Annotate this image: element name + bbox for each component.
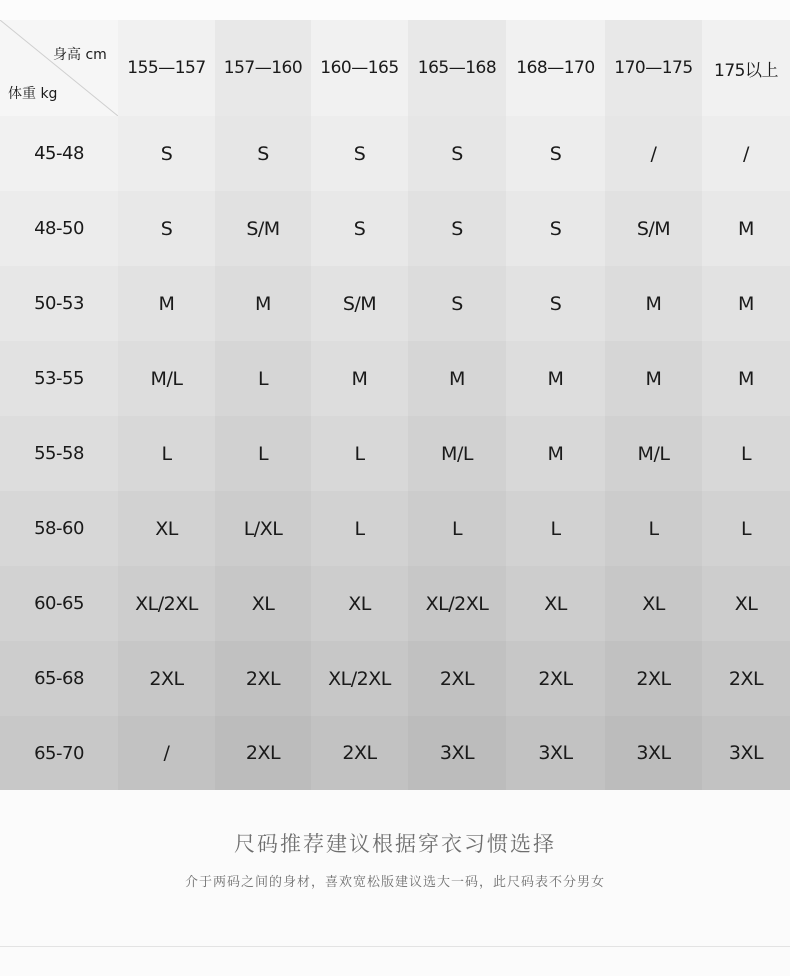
size-cell: 3XL xyxy=(408,716,506,790)
size-cell: XL/2XL xyxy=(311,641,408,716)
size-cell: 3XL xyxy=(702,716,790,790)
size-cell: 2XL xyxy=(408,641,506,716)
size-cell: / xyxy=(118,716,215,790)
divider-line xyxy=(0,946,790,947)
size-cell: XL/2XL xyxy=(408,566,506,641)
size-chart-table xyxy=(0,20,790,790)
size-cell: S xyxy=(506,266,605,341)
size-cell: L xyxy=(215,416,311,491)
size-cell: S xyxy=(408,191,506,266)
size-cell: XL xyxy=(702,566,790,641)
height-range-header: 155—157 xyxy=(118,20,215,116)
size-cell: / xyxy=(702,116,790,191)
weight-range-cell: 50-53 xyxy=(0,266,118,341)
size-cell: S xyxy=(408,116,506,191)
size-cell: L xyxy=(408,491,506,566)
size-cell: S xyxy=(311,191,408,266)
size-cell: L xyxy=(506,491,605,566)
weight-range-cell: 45-48 xyxy=(0,116,118,191)
recommendation-title: 尺码推荐建议根据穿衣习惯选择 xyxy=(234,832,556,856)
size-cell: M xyxy=(118,266,215,341)
size-cell: L xyxy=(311,491,408,566)
weight-range-cell: 65-70 xyxy=(0,716,118,790)
size-cell: L xyxy=(215,341,311,416)
height-range-header: 165—168 xyxy=(408,20,506,116)
weight-range-cell: 55-58 xyxy=(0,416,118,491)
height-range-header: 168—170 xyxy=(506,20,605,116)
size-cell: 2XL xyxy=(506,641,605,716)
size-cell: M xyxy=(506,416,605,491)
size-cell: L xyxy=(311,416,408,491)
size-cell: 2XL xyxy=(702,641,790,716)
height-axis-label: 身高 cm xyxy=(53,47,107,63)
size-cell: M xyxy=(215,266,311,341)
size-cell: M xyxy=(702,341,790,416)
size-cell: S xyxy=(506,116,605,191)
size-cell: XL xyxy=(311,566,408,641)
size-cell: XL xyxy=(605,566,702,641)
size-cell: M xyxy=(605,266,702,341)
size-cell: / xyxy=(605,116,702,191)
size-cell: XL xyxy=(506,566,605,641)
size-cell: S xyxy=(408,266,506,341)
size-cell: XL xyxy=(118,491,215,566)
weight-range-cell: 53-55 xyxy=(0,341,118,416)
size-cell: 2XL xyxy=(311,716,408,790)
size-cell: M/L xyxy=(408,416,506,491)
height-range-header: 175以上 xyxy=(702,20,790,116)
recommendation-note: 介于两码之间的身材，喜欢宽松版建议选大一码，此尺码表不分男女 xyxy=(184,875,605,890)
size-cell: S/M xyxy=(311,266,408,341)
header-row xyxy=(0,20,790,116)
height-range-header: 160—165 xyxy=(311,20,408,116)
size-cell: M xyxy=(702,266,790,341)
size-cell: S xyxy=(506,191,605,266)
size-cell: 2XL xyxy=(118,641,215,716)
size-cell: M xyxy=(408,341,506,416)
size-cell: 3XL xyxy=(605,716,702,790)
size-cell: 2XL xyxy=(215,641,311,716)
weight-range-cell: 60-65 xyxy=(0,566,118,641)
size-cell: M/L xyxy=(605,416,702,491)
size-cell: L xyxy=(605,491,702,566)
size-cell: S xyxy=(118,191,215,266)
size-cell: 2XL xyxy=(215,716,311,790)
size-cell: S/M xyxy=(215,191,311,266)
size-cell: 2XL xyxy=(605,641,702,716)
size-cell: M xyxy=(506,341,605,416)
size-cell: S/M xyxy=(605,191,702,266)
weight-range-cell: 48-50 xyxy=(0,191,118,266)
height-range-header: 157—160 xyxy=(215,20,311,116)
size-cell: M xyxy=(702,191,790,266)
size-cell: XL/2XL xyxy=(118,566,215,641)
height-range-header: 170—175 xyxy=(605,20,702,116)
corner-cell xyxy=(0,20,118,116)
size-cell: L xyxy=(118,416,215,491)
weight-range-cell: 65-68 xyxy=(0,641,118,716)
size-cell: S xyxy=(311,116,408,191)
weight-axis-label: 体重 kg xyxy=(8,86,58,102)
top-margin xyxy=(0,0,790,20)
size-cell: S xyxy=(118,116,215,191)
size-cell: M xyxy=(311,341,408,416)
size-cell: M/L xyxy=(118,341,215,416)
size-cell: L/XL xyxy=(215,491,311,566)
size-cell: M xyxy=(605,341,702,416)
size-cell: XL xyxy=(215,566,311,641)
size-cell: 3XL xyxy=(506,716,605,790)
size-cell: L xyxy=(702,416,790,491)
footer-notes xyxy=(0,790,790,976)
size-cell: S xyxy=(215,116,311,191)
weight-range-cell: 58-60 xyxy=(0,491,118,566)
size-cell: L xyxy=(702,491,790,566)
